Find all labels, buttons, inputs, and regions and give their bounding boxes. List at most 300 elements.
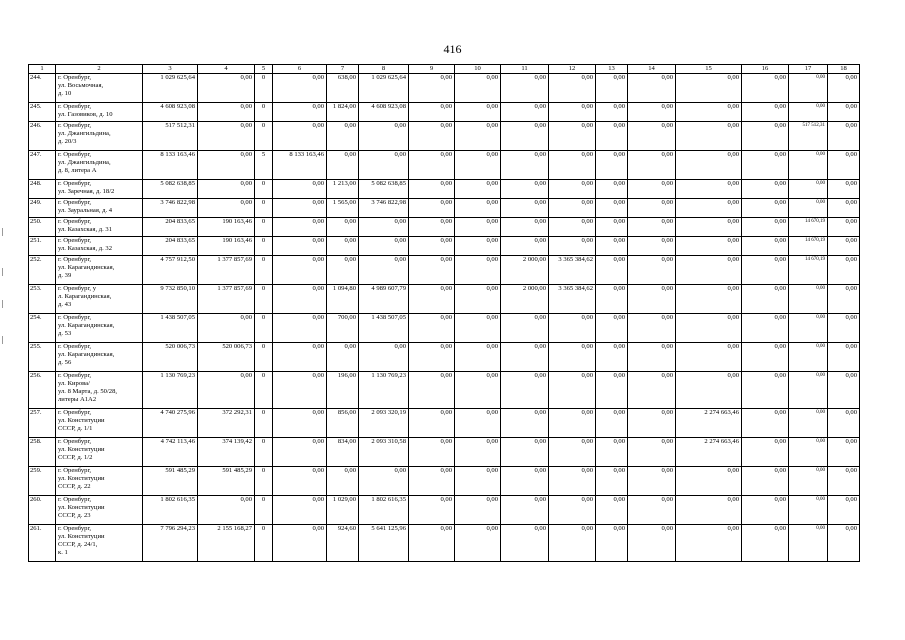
column-header-7: 7 — [327, 65, 359, 74]
value-cell-col-8: 2 093 310,58 — [359, 438, 409, 467]
address-cell — [56, 74, 143, 103]
value-cell-col-11: 0,00 — [501, 122, 549, 151]
value-cell-col-9: 0,00 — [409, 103, 455, 122]
address-cell — [56, 151, 143, 180]
value-cell-col-18: 0,00 — [828, 74, 860, 103]
row-number-cell: 247. — [29, 151, 56, 180]
value-cell-col-15: 0,00 — [676, 372, 742, 409]
value-cell-col-3: 7 796 294,23 — [143, 525, 198, 562]
value-cell-col-15: 0,00 — [676, 343, 742, 372]
value-cell-col-8: 0,00 — [359, 122, 409, 151]
column-header-6: 6 — [273, 65, 327, 74]
value-cell-col-15: 0,00 — [676, 314, 742, 343]
value-cell-col-17: 0,00 — [789, 103, 828, 122]
value-cell-col-16: 0,00 — [742, 467, 789, 496]
value-cell-col-14: 0,00 — [628, 256, 676, 285]
value-cell-col-17: 0,00 — [789, 467, 828, 496]
address-line: ул. Газовиков, д. 10 — [58, 111, 113, 118]
value-cell-col-4: 0,00 — [198, 103, 255, 122]
value-cell-col-4: 0,00 — [198, 74, 255, 103]
address-line: л. Карагандинская, — [58, 293, 112, 300]
value-cell-col-18: 0,00 — [828, 199, 860, 218]
value-cell-col-3: 3 746 822,98 — [143, 199, 198, 218]
value-cell-col-10: 0,00 — [455, 525, 501, 562]
value-cell-col-17: 0,00 — [789, 74, 828, 103]
value-cell-col-12: 0,00 — [549, 438, 596, 467]
value-cell-col-18: 0,00 — [828, 343, 860, 372]
address-line: ул. Казахская, д. 32 — [58, 245, 113, 252]
address-line: ул. Джангильдина, — [58, 130, 111, 137]
page-number: 416 — [443, 42, 462, 56]
address-cell — [56, 525, 143, 562]
value-cell-col-11: 0,00 — [501, 237, 549, 256]
value-cell-col-5: 0 — [255, 74, 273, 103]
value-cell-col-17: 0,00 — [789, 525, 828, 562]
value-cell-col-4: 0,00 — [198, 496, 255, 525]
value-cell-col-13: 0,00 — [596, 103, 628, 122]
address-line: ул. Карагандинская, — [58, 264, 115, 271]
row-number-cell: 261. — [29, 525, 56, 562]
row-number-cell: 248. — [29, 180, 56, 199]
value-cell-col-12: 0,00 — [549, 237, 596, 256]
value-cell-col-7: 1 565,00 — [327, 199, 359, 218]
value-cell-col-12: 0,00 — [549, 199, 596, 218]
address-cell — [56, 103, 143, 122]
value-cell-col-14: 0,00 — [628, 438, 676, 467]
value-cell-col-8: 0,00 — [359, 343, 409, 372]
value-cell-col-4: 372 292,31 — [198, 409, 255, 438]
table-row — [29, 180, 860, 199]
value-cell-col-6: 0,00 — [273, 372, 327, 409]
table-row — [29, 256, 860, 285]
value-cell-col-11: 0,00 — [501, 343, 549, 372]
value-cell-col-16: 0,00 — [742, 372, 789, 409]
value-cell-col-14: 0,00 — [628, 285, 676, 314]
value-cell-col-18: 0,00 — [828, 438, 860, 467]
value-cell-col-8: 1 130 769,23 — [359, 372, 409, 409]
value-cell-col-17: 0,00 — [789, 314, 828, 343]
value-cell-col-16: 0,00 — [742, 74, 789, 103]
address-cell — [56, 237, 143, 256]
value-cell-col-12: 0,00 — [549, 409, 596, 438]
value-cell-col-4: 0,00 — [198, 314, 255, 343]
table-row — [29, 409, 860, 438]
value-cell-col-12: 0,00 — [549, 467, 596, 496]
value-cell-col-5: 0 — [255, 496, 273, 525]
value-cell-col-7: 0,00 — [327, 343, 359, 372]
value-cell-col-3: 204 833,65 — [143, 218, 198, 237]
value-cell-col-15: 0,00 — [676, 218, 742, 237]
value-cell-col-3: 4 757 912,50 — [143, 256, 198, 285]
row-number-cell: 245. — [29, 103, 56, 122]
value-cell-col-3: 591 485,29 — [143, 467, 198, 496]
address-line: г. Оренбург, — [58, 199, 92, 206]
address-cell — [56, 372, 143, 409]
column-header-3: 3 — [143, 65, 198, 74]
value-cell-col-10: 0,00 — [455, 199, 501, 218]
data-table-container — [28, 64, 860, 562]
value-cell-col-12: 3 365 384,62 — [549, 285, 596, 314]
value-cell-col-10: 0,00 — [455, 180, 501, 199]
value-cell-col-10: 0,00 — [455, 409, 501, 438]
column-header-4: 4 — [198, 65, 255, 74]
address-cell — [56, 180, 143, 199]
value-cell-col-5: 0 — [255, 372, 273, 409]
column-header-2: 2 — [56, 65, 143, 74]
table-row — [29, 74, 860, 103]
table-row — [29, 151, 860, 180]
value-cell-col-7: 1 824,00 — [327, 103, 359, 122]
value-cell-col-6: 0,00 — [273, 256, 327, 285]
value-cell-col-4: 374 139,42 — [198, 438, 255, 467]
value-cell-col-10: 0,00 — [455, 467, 501, 496]
address-line: ул. Конституции — [58, 504, 105, 511]
value-cell-col-6: 0,00 — [273, 218, 327, 237]
value-cell-col-4: 0,00 — [198, 372, 255, 409]
value-cell-col-6: 0,00 — [273, 237, 327, 256]
value-cell-col-10: 0,00 — [455, 74, 501, 103]
address-cell — [56, 285, 143, 314]
scan-mark — [2, 268, 3, 276]
value-cell-col-18: 0,00 — [828, 285, 860, 314]
value-cell-col-12: 0,00 — [549, 314, 596, 343]
value-cell-col-15: 0,00 — [676, 122, 742, 151]
value-cell-col-16: 0,00 — [742, 409, 789, 438]
address-line: г. Оренбург, — [58, 122, 92, 129]
value-cell-col-4: 0,00 — [198, 199, 255, 218]
address-line: г. Оренбург, — [58, 103, 92, 110]
value-cell-col-12: 0,00 — [549, 151, 596, 180]
value-cell-col-4: 2 155 168,27 — [198, 525, 255, 562]
column-header-16: 16 — [742, 65, 789, 74]
value-cell-col-13: 0,00 — [596, 151, 628, 180]
address-line: ул. Конституции — [58, 446, 105, 453]
value-cell-col-8: 3 746 822,98 — [359, 199, 409, 218]
data-table — [28, 64, 860, 562]
address-line: д. 8, литера А — [58, 167, 97, 174]
value-cell-col-9: 0,00 — [409, 180, 455, 199]
value-cell-col-6: 8 133 163,46 — [273, 151, 327, 180]
value-cell-col-9: 0,00 — [409, 256, 455, 285]
value-cell-col-7: 834,00 — [327, 438, 359, 467]
value-cell-col-14: 0,00 — [628, 409, 676, 438]
address-line: г. Оренбург, — [58, 409, 92, 416]
value-cell-col-18: 0,00 — [828, 103, 860, 122]
value-cell-col-15: 2 274 663,46 — [676, 409, 742, 438]
address-line: д. 56 — [58, 359, 72, 366]
address-line: ул. Заречная, д. 18/2 — [58, 188, 115, 195]
value-cell-col-18: 0,00 — [828, 237, 860, 256]
value-cell-col-4: 1 377 857,69 — [198, 285, 255, 314]
value-cell-col-13: 0,00 — [596, 180, 628, 199]
value-cell-col-18: 0,00 — [828, 256, 860, 285]
value-cell-col-10: 0,00 — [455, 496, 501, 525]
table-row — [29, 285, 860, 314]
value-cell-col-14: 0,00 — [628, 122, 676, 151]
value-cell-col-16: 0,00 — [742, 151, 789, 180]
value-cell-col-12: 0,00 — [549, 218, 596, 237]
table-row — [29, 496, 860, 525]
value-cell-col-10: 0,00 — [455, 256, 501, 285]
column-header-12: 12 — [549, 65, 596, 74]
row-number-cell: 260. — [29, 496, 56, 525]
value-cell-col-12: 0,00 — [549, 180, 596, 199]
address-line: г. Оренбург, — [58, 218, 92, 225]
address-line: г. Оренбург, — [58, 237, 92, 244]
value-cell-col-9: 0,00 — [409, 372, 455, 409]
value-cell-col-6: 0,00 — [273, 122, 327, 151]
address-line: ул. Карагандинская, — [58, 322, 115, 329]
value-cell-col-16: 0,00 — [742, 180, 789, 199]
value-cell-col-13: 0,00 — [596, 285, 628, 314]
value-cell-col-8: 5 082 638,85 — [359, 180, 409, 199]
value-cell-col-13: 0,00 — [596, 409, 628, 438]
value-cell-col-7: 1 213,00 — [327, 180, 359, 199]
address-cell — [56, 496, 143, 525]
value-cell-col-15: 2 274 663,46 — [676, 438, 742, 467]
value-cell-col-9: 0,00 — [409, 285, 455, 314]
address-line: д. 53 — [58, 330, 72, 337]
value-cell-col-11: 0,00 — [501, 525, 549, 562]
value-cell-col-7: 638,00 — [327, 74, 359, 103]
value-cell-col-3: 1 802 616,35 — [143, 496, 198, 525]
value-cell-col-15: 0,00 — [676, 151, 742, 180]
address-line: д. 39 — [58, 272, 72, 279]
scan-mark — [2, 336, 3, 344]
value-cell-col-6: 0,00 — [273, 74, 327, 103]
value-cell-col-6: 0,00 — [273, 467, 327, 496]
value-cell-col-18: 0,00 — [828, 525, 860, 562]
value-cell-col-14: 0,00 — [628, 525, 676, 562]
value-cell-col-5: 0 — [255, 103, 273, 122]
value-cell-col-15: 0,00 — [676, 525, 742, 562]
value-cell-col-5: 0 — [255, 180, 273, 199]
value-cell-col-5: 0 — [255, 218, 273, 237]
value-cell-col-4: 0,00 — [198, 151, 255, 180]
value-cell-col-6: 0,00 — [273, 409, 327, 438]
value-cell-col-7: 196,00 — [327, 372, 359, 409]
value-cell-col-13: 0,00 — [596, 122, 628, 151]
value-cell-col-16: 0,00 — [742, 525, 789, 562]
value-cell-col-3: 1 438 507,05 — [143, 314, 198, 343]
value-cell-col-16: 0,00 — [742, 122, 789, 151]
column-header-8: 8 — [359, 65, 409, 74]
value-cell-col-8: 0,00 — [359, 151, 409, 180]
value-cell-col-5: 0 — [255, 409, 273, 438]
value-cell-col-5: 0 — [255, 438, 273, 467]
value-cell-col-9: 0,00 — [409, 122, 455, 151]
value-cell-col-14: 0,00 — [628, 74, 676, 103]
value-cell-col-6: 0,00 — [273, 103, 327, 122]
value-cell-col-10: 0,00 — [455, 237, 501, 256]
address-line: СССР, д. 1/1 — [58, 425, 93, 432]
value-cell-col-16: 0,00 — [742, 496, 789, 525]
value-cell-col-10: 0,00 — [455, 285, 501, 314]
value-cell-col-17: 14 670,19 — [789, 237, 828, 256]
address-line: д. 20/3 — [58, 138, 77, 145]
value-cell-col-6: 0,00 — [273, 314, 327, 343]
table-row — [29, 525, 860, 562]
value-cell-col-17: 0,00 — [789, 199, 828, 218]
value-cell-col-17: 14 670,19 — [789, 218, 828, 237]
value-cell-col-3: 4 608 923,08 — [143, 103, 198, 122]
value-cell-col-14: 0,00 — [628, 343, 676, 372]
value-cell-col-12: 0,00 — [549, 525, 596, 562]
address-line: г. Оренбург, — [58, 496, 92, 503]
value-cell-col-13: 0,00 — [596, 467, 628, 496]
column-header-14: 14 — [628, 65, 676, 74]
address-line: г. Оренбург, — [58, 372, 92, 379]
value-cell-col-6: 0,00 — [273, 285, 327, 314]
value-cell-col-18: 0,00 — [828, 180, 860, 199]
value-cell-col-17: 0,00 — [789, 151, 828, 180]
value-cell-col-5: 0 — [255, 525, 273, 562]
address-cell — [56, 218, 143, 237]
value-cell-col-11: 0,00 — [501, 74, 549, 103]
value-cell-col-5: 0 — [255, 122, 273, 151]
value-cell-col-16: 0,00 — [742, 256, 789, 285]
address-line: литеры А1А2 — [58, 396, 97, 403]
value-cell-col-18: 0,00 — [828, 314, 860, 343]
address-line: СССР, д. 23 — [58, 512, 91, 519]
row-number-cell: 252. — [29, 256, 56, 285]
row-number-cell: 250. — [29, 218, 56, 237]
value-cell-col-9: 0,00 — [409, 343, 455, 372]
value-cell-col-15: 0,00 — [676, 285, 742, 314]
address-line: г. Оренбург, — [58, 180, 92, 187]
value-cell-col-5: 0 — [255, 199, 273, 218]
value-cell-col-4: 1 377 857,69 — [198, 256, 255, 285]
value-cell-col-3: 1 029 625,64 — [143, 74, 198, 103]
column-header-11: 11 — [501, 65, 549, 74]
address-cell — [56, 467, 143, 496]
value-cell-col-12: 0,00 — [549, 343, 596, 372]
value-cell-col-9: 0,00 — [409, 199, 455, 218]
value-cell-col-3: 9 732 850,10 — [143, 285, 198, 314]
address-line: ул. Конституции — [58, 475, 105, 482]
value-cell-col-4: 0,00 — [198, 122, 255, 151]
value-cell-col-11: 0,00 — [501, 496, 549, 525]
table-row — [29, 199, 860, 218]
value-cell-col-18: 0,00 — [828, 496, 860, 525]
value-cell-col-12: 0,00 — [549, 496, 596, 525]
value-cell-col-17: 0,00 — [789, 438, 828, 467]
row-number-cell: 259. — [29, 467, 56, 496]
value-cell-col-7: 856,00 — [327, 409, 359, 438]
value-cell-col-5: 0 — [255, 285, 273, 314]
value-cell-col-13: 0,00 — [596, 74, 628, 103]
value-cell-col-18: 0,00 — [828, 218, 860, 237]
scan-mark — [2, 228, 3, 236]
address-cell — [56, 409, 143, 438]
value-cell-col-15: 0,00 — [676, 74, 742, 103]
address-line: ул. Восьмочная, — [58, 82, 104, 89]
value-cell-col-6: 0,00 — [273, 343, 327, 372]
value-cell-col-8: 0,00 — [359, 218, 409, 237]
value-cell-col-13: 0,00 — [596, 496, 628, 525]
value-cell-col-11: 2 000,00 — [501, 256, 549, 285]
value-cell-col-7: 0,00 — [327, 256, 359, 285]
value-cell-col-17: 0,00 — [789, 496, 828, 525]
value-cell-col-7: 0,00 — [327, 122, 359, 151]
value-cell-col-14: 0,00 — [628, 372, 676, 409]
value-cell-col-16: 0,00 — [742, 103, 789, 122]
value-cell-col-11: 0,00 — [501, 467, 549, 496]
value-cell-col-7: 924,60 — [327, 525, 359, 562]
address-line: к. 1 — [58, 549, 68, 556]
value-cell-col-13: 0,00 — [596, 256, 628, 285]
scan-mark — [2, 300, 3, 308]
value-cell-col-8: 4 989 607,79 — [359, 285, 409, 314]
value-cell-col-3: 517 512,31 — [143, 122, 198, 151]
address-line: г. Оренбург, — [58, 151, 92, 158]
value-cell-col-8: 1 438 507,05 — [359, 314, 409, 343]
row-number-cell: 253. — [29, 285, 56, 314]
value-cell-col-15: 0,00 — [676, 467, 742, 496]
address-cell — [56, 314, 143, 343]
value-cell-col-15: 0,00 — [676, 237, 742, 256]
value-cell-col-7: 0,00 — [327, 237, 359, 256]
address-line: г. Оренбург, — [58, 314, 92, 321]
value-cell-col-16: 0,00 — [742, 218, 789, 237]
address-line: ул. Кирова/ — [58, 380, 90, 387]
value-cell-col-17: 0,00 — [789, 180, 828, 199]
address-line: д. 43 — [58, 301, 72, 308]
value-cell-col-13: 0,00 — [596, 237, 628, 256]
value-cell-col-14: 0,00 — [628, 218, 676, 237]
value-cell-col-10: 0,00 — [455, 314, 501, 343]
value-cell-col-5: 5 — [255, 151, 273, 180]
value-cell-col-5: 0 — [255, 343, 273, 372]
value-cell-col-4: 0,00 — [198, 180, 255, 199]
address-cell — [56, 343, 143, 372]
address-line: СССР, д. 1/2 — [58, 454, 93, 461]
row-number-cell: 257. — [29, 409, 56, 438]
value-cell-col-6: 0,00 — [273, 199, 327, 218]
column-header-9: 9 — [409, 65, 455, 74]
value-cell-col-3: 204 833,65 — [143, 237, 198, 256]
value-cell-col-8: 1 029 625,64 — [359, 74, 409, 103]
value-cell-col-12: 0,00 — [549, 74, 596, 103]
value-cell-col-10: 0,00 — [455, 103, 501, 122]
value-cell-col-13: 0,00 — [596, 199, 628, 218]
value-cell-col-16: 0,00 — [742, 343, 789, 372]
row-number-cell: 251. — [29, 237, 56, 256]
value-cell-col-7: 700,00 — [327, 314, 359, 343]
value-cell-col-5: 0 — [255, 314, 273, 343]
row-number-cell: 246. — [29, 122, 56, 151]
column-header-1: 1 — [29, 65, 56, 74]
value-cell-col-14: 0,00 — [628, 314, 676, 343]
column-header-10: 10 — [455, 65, 501, 74]
value-cell-col-14: 0,00 — [628, 199, 676, 218]
value-cell-col-6: 0,00 — [273, 180, 327, 199]
value-cell-col-18: 0,00 — [828, 151, 860, 180]
value-cell-col-4: 591 485,29 — [198, 467, 255, 496]
address-line: г. Оренбург, у — [58, 285, 97, 292]
table-row — [29, 122, 860, 151]
value-cell-col-8: 0,00 — [359, 237, 409, 256]
table-row — [29, 237, 860, 256]
value-cell-col-16: 0,00 — [742, 438, 789, 467]
table-row — [29, 343, 860, 372]
address-line: ул. Конституции — [58, 417, 105, 424]
value-cell-col-16: 0,00 — [742, 285, 789, 314]
value-cell-col-12: 0,00 — [549, 122, 596, 151]
header-row — [29, 65, 860, 74]
value-cell-col-17: 0,00 — [789, 409, 828, 438]
value-cell-col-3: 4 740 275,96 — [143, 409, 198, 438]
